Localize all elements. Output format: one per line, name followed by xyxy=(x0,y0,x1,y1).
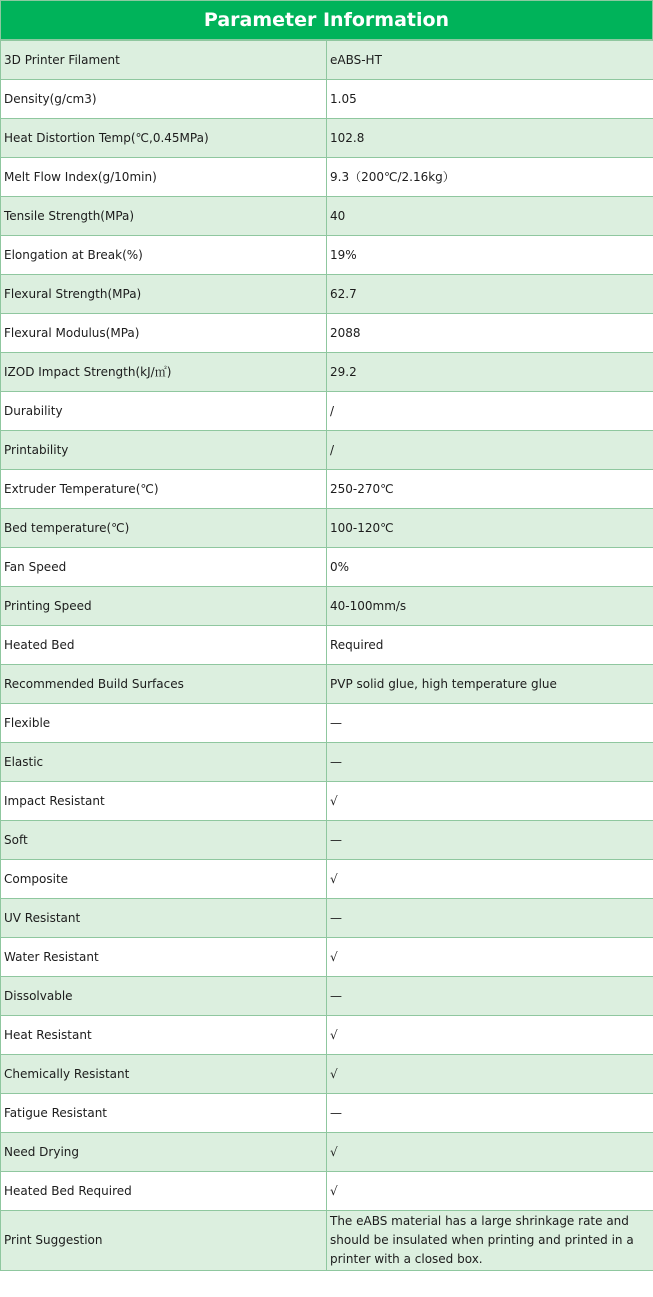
parameter-label: UV Resistant xyxy=(1,899,327,938)
table-row xyxy=(1,236,653,275)
parameter-value: PVP solid glue, high temperature glue xyxy=(327,665,653,704)
parameter-label: Fatigue Resistant xyxy=(1,1094,327,1133)
parameter-value: 19% xyxy=(327,236,653,275)
parameter-label: Melt Flow Index(g/10min) xyxy=(1,158,327,197)
parameter-label: Heat Distortion Temp(℃,0.45MPa) xyxy=(1,119,327,158)
table-row xyxy=(1,938,653,977)
parameter-value: The eABS material has a large shrinkage rate and should be insulated when printing and printed in a printer with a closed box. xyxy=(327,1211,653,1271)
parameter-label: Flexural Strength(MPa) xyxy=(1,275,327,314)
table-row xyxy=(1,470,653,509)
table-row xyxy=(1,782,653,821)
parameter-label: Elastic xyxy=(1,743,327,782)
parameter-label: Flexural Modulus(MPa) xyxy=(1,314,327,353)
parameter-value: 250-270℃ xyxy=(327,470,653,509)
parameter-label: Recommended Build Surfaces xyxy=(1,665,327,704)
table-row xyxy=(1,977,653,1016)
page-title: Parameter Information xyxy=(0,0,653,40)
parameter-label: Impact Resistant xyxy=(1,782,327,821)
parameter-label: Print Suggestion xyxy=(1,1211,327,1271)
parameter-value: / xyxy=(327,431,653,470)
parameter-label: Printability xyxy=(1,431,327,470)
parameter-value: Required xyxy=(327,626,653,665)
table-row xyxy=(1,665,653,704)
parameter-label: IZOD Impact Strength(kJ/㎡) xyxy=(1,353,327,392)
table-row xyxy=(1,1094,653,1133)
parameter-label: Elongation at Break(%) xyxy=(1,236,327,275)
table-row xyxy=(1,626,653,665)
parameter-value: 102.8 xyxy=(327,119,653,158)
parameter-value: — xyxy=(327,704,653,743)
parameter-value: — xyxy=(327,1094,653,1133)
parameter-label: Water Resistant xyxy=(1,938,327,977)
table-row xyxy=(1,392,653,431)
parameter-label: Soft xyxy=(1,821,327,860)
table-row xyxy=(1,1016,653,1055)
parameter-value: √ xyxy=(327,1172,653,1211)
parameter-label: Density(g/cm3) xyxy=(1,80,327,119)
parameter-label: Dissolvable xyxy=(1,977,327,1016)
table-row xyxy=(1,587,653,626)
parameter-table xyxy=(0,40,653,1271)
table-row xyxy=(1,1055,653,1094)
table-row xyxy=(1,1133,653,1172)
parameter-value: √ xyxy=(327,860,653,899)
parameter-table-body xyxy=(1,41,653,1271)
parameter-label: Chemically Resistant xyxy=(1,1055,327,1094)
table-row xyxy=(1,158,653,197)
parameter-label: Tensile Strength(MPa) xyxy=(1,197,327,236)
table-row xyxy=(1,1211,653,1271)
table-row xyxy=(1,548,653,587)
parameter-value: 40 xyxy=(327,197,653,236)
parameter-value: √ xyxy=(327,782,653,821)
table-row xyxy=(1,431,653,470)
parameter-value: / xyxy=(327,392,653,431)
table-row xyxy=(1,860,653,899)
parameter-label: Heat Resistant xyxy=(1,1016,327,1055)
parameter-value: eABS-HT xyxy=(327,41,653,80)
parameter-value: 0% xyxy=(327,548,653,587)
parameter-value: 100-120℃ xyxy=(327,509,653,548)
parameter-value: √ xyxy=(327,1133,653,1172)
parameter-value: — xyxy=(327,743,653,782)
parameter-value: — xyxy=(327,899,653,938)
table-row xyxy=(1,1172,653,1211)
parameter-label: Bed temperature(℃) xyxy=(1,509,327,548)
parameter-value: — xyxy=(327,821,653,860)
parameter-value: 9.3（200℃/2.16kg） xyxy=(327,158,653,197)
parameter-value: 62.7 xyxy=(327,275,653,314)
parameter-value: 2088 xyxy=(327,314,653,353)
parameter-label: 3D Printer Filament xyxy=(1,41,327,80)
parameter-label: Durability xyxy=(1,392,327,431)
parameter-value: 40-100mm/s xyxy=(327,587,653,626)
parameter-label: Composite xyxy=(1,860,327,899)
parameter-label: Flexible xyxy=(1,704,327,743)
parameter-label: Printing Speed xyxy=(1,587,327,626)
table-row xyxy=(1,704,653,743)
table-row xyxy=(1,41,653,80)
parameter-value: √ xyxy=(327,1016,653,1055)
table-row xyxy=(1,119,653,158)
parameter-label: Heated Bed Required xyxy=(1,1172,327,1211)
table-row xyxy=(1,743,653,782)
table-row xyxy=(1,353,653,392)
table-row xyxy=(1,197,653,236)
parameter-value: — xyxy=(327,977,653,1016)
parameter-label: Fan Speed xyxy=(1,548,327,587)
parameter-label: Need Drying xyxy=(1,1133,327,1172)
table-row xyxy=(1,821,653,860)
table-row xyxy=(1,899,653,938)
parameter-value: 29.2 xyxy=(327,353,653,392)
table-row xyxy=(1,509,653,548)
parameter-value: √ xyxy=(327,1055,653,1094)
table-row xyxy=(1,314,653,353)
parameter-value: √ xyxy=(327,938,653,977)
table-row xyxy=(1,275,653,314)
parameter-label: Heated Bed xyxy=(1,626,327,665)
parameter-value: 1.05 xyxy=(327,80,653,119)
parameter-label: Extruder Temperature(℃) xyxy=(1,470,327,509)
table-row xyxy=(1,80,653,119)
